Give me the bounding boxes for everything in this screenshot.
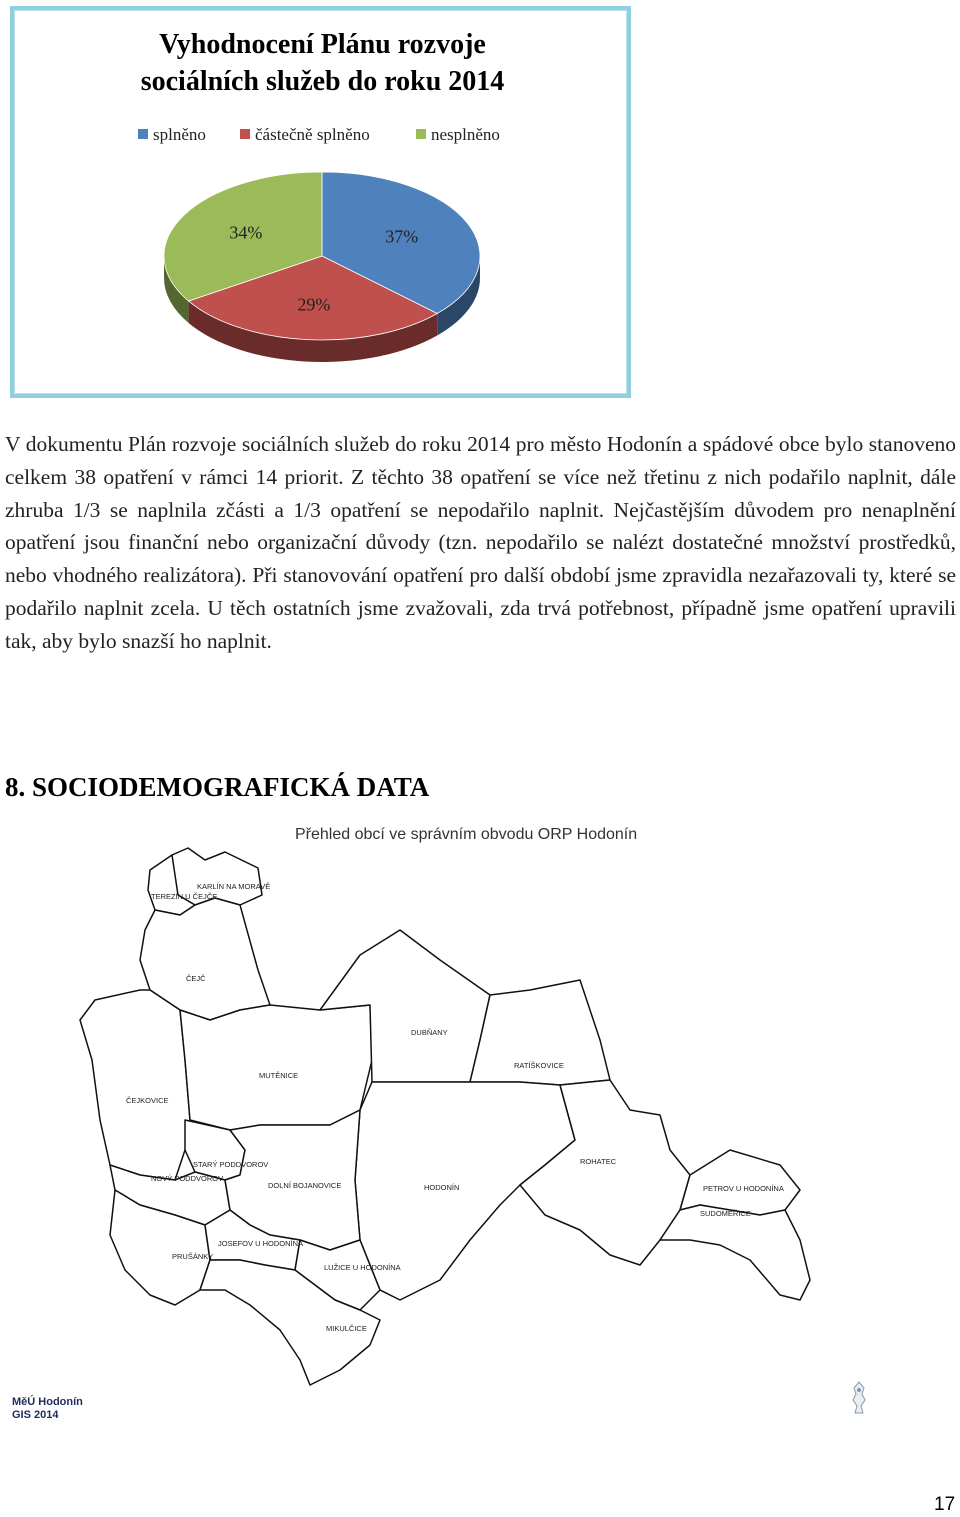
map-label: PRUŠÁNKY [172, 1252, 214, 1261]
map-label: JOSEFOV U HODONÍNA [218, 1239, 304, 1248]
gis-logo-line-1: MěÚ Hodonín [12, 1396, 83, 1408]
page-number: 17 [934, 1494, 956, 1515]
pie-slices [164, 172, 480, 340]
region-sudomerice [660, 1205, 810, 1300]
pie-data-label: 37% [385, 226, 419, 247]
chart-legend [138, 125, 500, 144]
map-label: DOLNÍ BOJANOVICE [268, 1181, 342, 1190]
pie-chart [0, 0, 645, 400]
map-label: PETROV U HODONÍNA [703, 1184, 784, 1193]
map-label: ČEJKOVICE [126, 1096, 169, 1105]
map-label: RATÍŠKOVICE [514, 1061, 564, 1070]
map-label: NOVÝ PODDVOROV [151, 1174, 224, 1183]
legend-swatch [138, 129, 148, 139]
map-label: KARLÍN NA MORAVĚ [197, 882, 271, 891]
map-label: SUDOMĚŘICE [700, 1209, 751, 1218]
map-label: ČEJČ [186, 974, 206, 983]
map-label: ROHATEC [580, 1157, 617, 1166]
legend-swatch [416, 129, 426, 139]
legend-label: splněno [153, 125, 206, 144]
map-label: TEREZÍN U ČEJČE [151, 892, 218, 901]
map-label: STARÝ PODDVOROV [193, 1160, 269, 1169]
map-label: MIKULČICE [326, 1324, 367, 1333]
chart-title-line-2: sociálních služeb do roku 2014 [140, 66, 505, 97]
map-title: Přehled obcí ve správním obvodu ORP Hodonín [295, 826, 638, 843]
legend-label: částečně splněno [255, 125, 370, 144]
map-label: LUŽICE U HODONÍNA [324, 1263, 401, 1272]
map-label: HODONÍN [424, 1183, 460, 1192]
region-cejkovice [80, 990, 190, 1180]
region-mutenice [180, 1005, 372, 1130]
pie-data-label: 34% [229, 222, 263, 243]
municipality-map [0, 840, 960, 1400]
coat-of-arms-icon [850, 1380, 868, 1416]
pie-data-label: 29% [297, 294, 331, 315]
map-label: DUBŇANY [411, 1028, 448, 1037]
section-heading: 8. SOCIODEMOGRAFICKÁ DATA [5, 772, 430, 802]
chart-title-line-1: Vyhodnocení Plánu rozvoje [159, 29, 486, 60]
gis-logo [12, 1396, 83, 1422]
legend-label: nesplněno [431, 125, 500, 144]
map-label: MUTĚNICE [259, 1071, 299, 1080]
legend-swatch [240, 129, 250, 139]
body-paragraph: V dokumentu Plán rozvoje sociálních služeb do roku 2014 pro město Hodonín a spádové obce bylo stanoveno celkem 38 opatření v rámci 14 priorit. Z těchto 38 opatření se více než třetinu z nich podařilo naplnit, dále zhruba 1/3 se naplnila zčásti a 1/3 opatření se nepodařilo naplnit. Nejčastějším důvodem pro nenaplnění opatření jsou finanční nebo organizační důvody (tzn. nepodařilo se nalézt dostatečné množství prostředků, nebo vhodného realizátora). Při stanovování opatření pro další období jsme zpravidla nezařazovali ty, které se podařilo naplnit zcela. U těch ostatních jsme zvažovali, zda trvá potřebnost, případně jsme opatření upravili tak, aby bylo snazší ho naplnit. [5, 432, 956, 653]
gis-logo-line-2: GIS 2014 [12, 1409, 59, 1421]
